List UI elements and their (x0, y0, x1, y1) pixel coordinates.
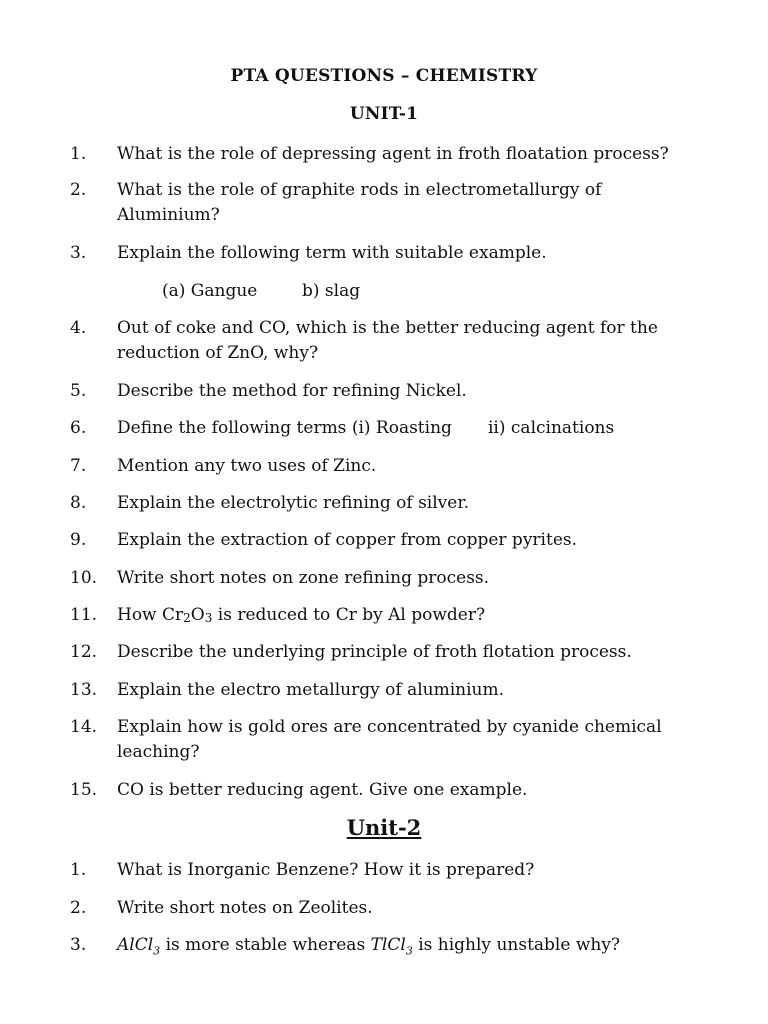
question-text: What is the role of graphite rods in electrometallurgy of (117, 180, 602, 200)
question-number: 13. (70, 680, 98, 700)
page-title: PTA QUESTIONS – CHEMISTRY (230, 66, 538, 86)
subscript: 3 (405, 944, 413, 958)
question-text: Describe the underlying principle of froth flotation process. (117, 642, 632, 662)
question-text: Mention any two uses of Zinc. (117, 456, 377, 476)
question-number: 2. (70, 180, 87, 200)
question-text: Explain the electrolytic refining of silver. (117, 493, 469, 513)
text-mid: O (190, 605, 205, 625)
text-post: is highly unstable why? (412, 935, 621, 955)
question-number: 14. (70, 717, 98, 737)
question-text: What is Inorganic Benzene? How it is prepared? (117, 860, 535, 880)
question-text: Out of coke and CO, which is the better reducing agent for the (117, 318, 658, 338)
question-number: 1. (70, 144, 87, 164)
question-text (117, 603, 697, 631)
question-number: 4. (70, 318, 87, 338)
sub-item-a: (a) Gangue (162, 281, 258, 301)
question-number: 6. (70, 418, 87, 438)
unit2-heading: Unit-2 (346, 815, 422, 840)
question-number: 12. (70, 642, 98, 662)
text-pre: How Cr (117, 605, 184, 625)
question-number: 9. (70, 530, 87, 550)
formula-tlcl3: TlCl (370, 935, 406, 955)
question-text: Describe the method for refining Nickel. (117, 381, 467, 401)
question-number: 8. (70, 493, 87, 513)
question-number: 5. (70, 381, 87, 401)
question-text: Explain how is gold ores are concentrated by cyanide chemical (117, 717, 662, 737)
question-number: 7. (70, 456, 87, 476)
question-number: 15. (70, 780, 98, 800)
question-text: CO is better reducing agent. Give one example. (117, 780, 528, 800)
question-number: 1. (70, 860, 87, 880)
subscript: 3 (204, 611, 213, 625)
question-text-part-b: ii) calcinations (488, 418, 615, 438)
formula-alcl3: AlCl (117, 935, 154, 955)
text-post: is reduced to Cr by Al powder? (212, 605, 486, 625)
question-text: Explain the extraction of copper from copper pyrites. (117, 530, 578, 550)
question-text: Define the following terms (i) Roasting (117, 418, 452, 438)
question-number: 3. (70, 935, 87, 955)
sub-item-b: b) slag (302, 281, 361, 301)
question-text: What is the role of depressing agent in froth floatation process? (117, 144, 669, 164)
question-number: 10. (70, 568, 98, 588)
subscript: 3 (153, 944, 161, 958)
question-text: Write short notes on Zeolites. (117, 898, 373, 918)
question-number: 3. (70, 243, 87, 263)
question-text: Explain the electro metallurgy of aluminium. (117, 680, 505, 700)
question-text: Explain the following term with suitable example. (117, 243, 547, 263)
question-text-cont: reduction of ZnO, why? (117, 343, 319, 363)
text-mid: is more stable whereas (160, 935, 371, 955)
question-number: 11. (70, 605, 98, 625)
subscript: 2 (183, 611, 191, 625)
question-text: Write short notes on zone refining process. (117, 568, 490, 588)
question-text (117, 933, 697, 963)
question-text-cont: Aluminium? (117, 205, 220, 225)
question-text-cont: leaching? (117, 742, 200, 762)
unit1-heading: UNIT-1 (349, 104, 419, 124)
question-number: 2. (70, 898, 87, 918)
